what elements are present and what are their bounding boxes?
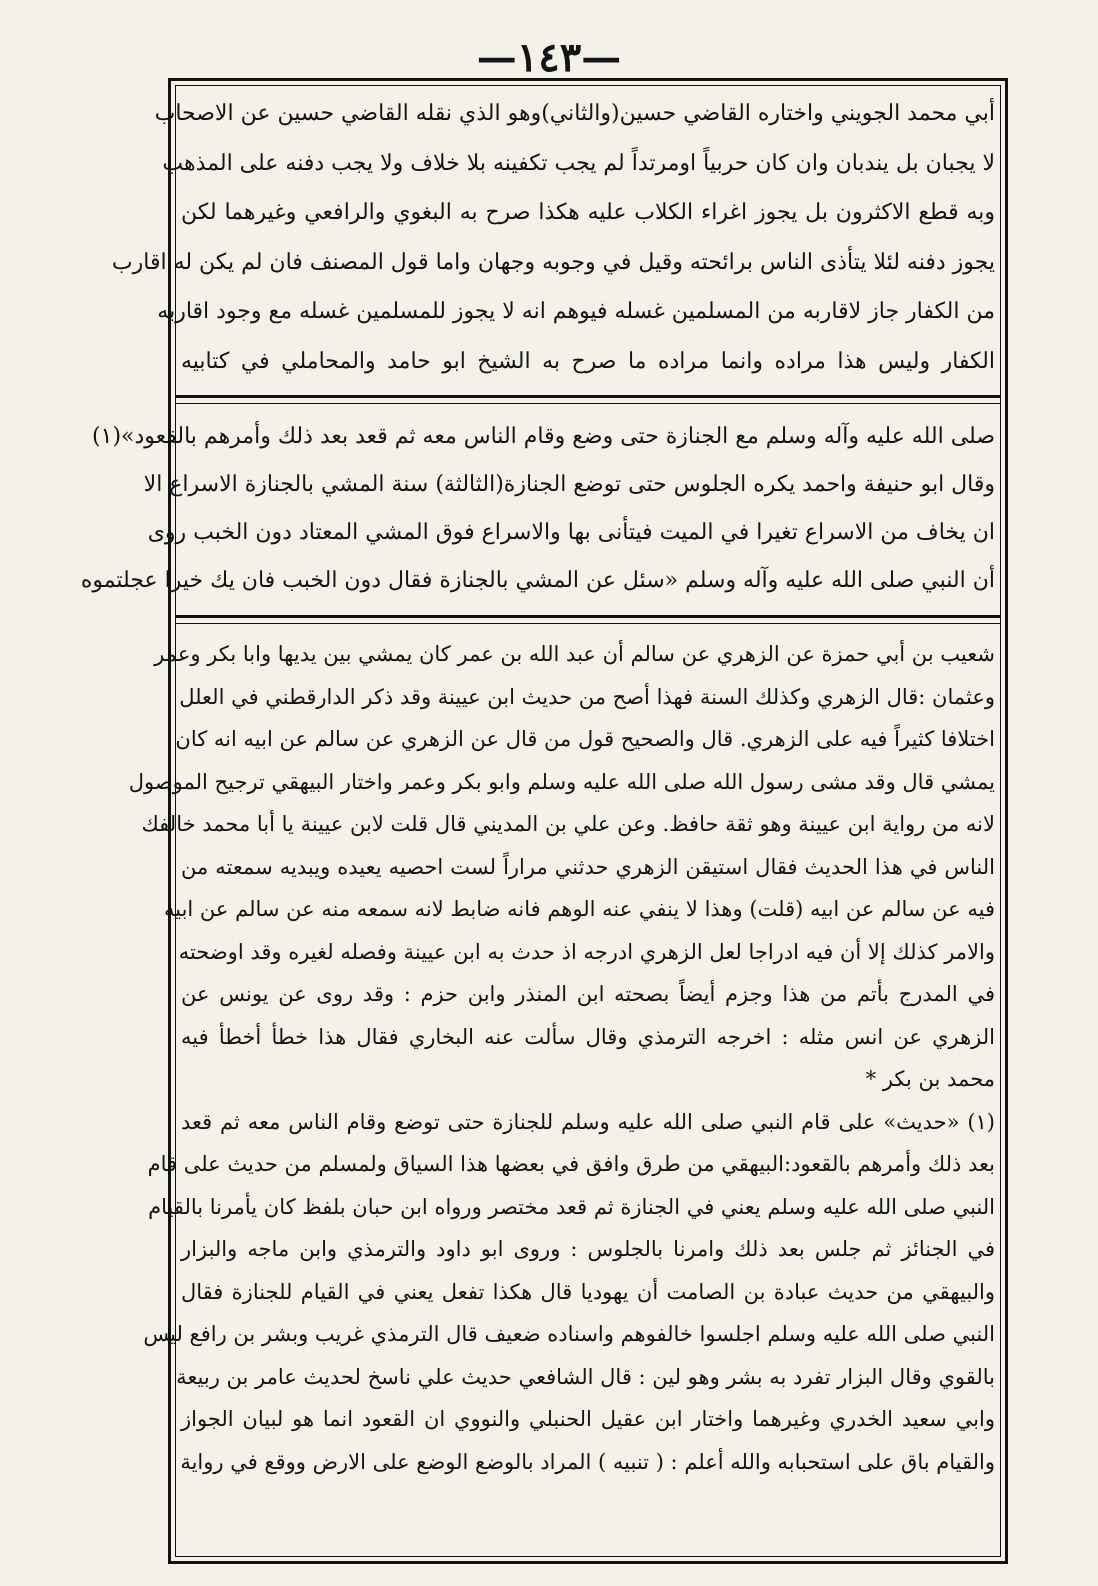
commentary-line: الناس في هذا الحديث فقال استيقن الزهري حدثني مراراً لست احصيه يعيده ويبديه سمعته من	[181, 854, 995, 879]
commentary-line: يمشي قال وقد مشى رسول الله صلى الله عليه وسلم وابو بكر وعمر واختار البيهقي ترجيح الموصول	[128, 769, 995, 794]
commentary-line: لانه من رواية ابن عيينة وهو ثقة حافظ. وعن علي بن المديني قال قلت لابن عيينة يا أبا محمد خالفك	[141, 812, 995, 836]
commentary-line: وعثمان :قال الزهري وكذلك السنة فهذا أصح من حديث ابن عيينة وقد ذكر الدارقطني في العلل	[179, 684, 995, 709]
commentary-line: الزهري عن انس مثله : اخرجه الترمذي وقال سألت عنه البخاري فقال هذا خطأ أخطأ فيه	[181, 1024, 995, 1049]
section-divider	[175, 395, 1001, 404]
footnote-line: والقيام باق على استحبابه والله أعلم : ( تنبيه ) المراد بالوضع الوضع على الارض ووقع في رواية	[180, 1449, 995, 1474]
page-frame	[80, 78, 1008, 1564]
footnote-line: (١) «حديث» على قام النبي صلى الله عليه وسلم للجنازة حتى توضع وقام الناس معه ثم قعد	[181, 1109, 995, 1134]
main-text-line: من الكفار جاز لاقاربه من المسلمين غسله فيوهم انه لا يجوز للمسلمين غسله مع وجود اقاربه	[157, 299, 995, 324]
main-text-line: يجوز دفنه لئلا يتأذى الناس برائحته وقيل في وجوبه وجهان واما قول المصنف فان لم يكن له اقارب	[111, 249, 995, 275]
section-divider	[175, 615, 1001, 624]
footnote-line: بالقوي وقال البزار تفرد به بشر وهو لين : قال الشافعي حديث علي ناسخ لحديث عامر بن ربيعة	[176, 1364, 995, 1389]
commentary-line: اختلافا كثيراً فيه على الزهري. قال والصحيح قول من قال عن الزهري عن سالم عن ابيه انه كان	[175, 727, 995, 751]
main-text-block	[111, 89, 995, 389]
page-number: —١٤٣—	[476, 34, 622, 81]
middle-text-line: وقال ابو حنيفة واحمد يكره الجلوس حتى توضع الجنازة(الثالثة) سنة المشي بالجنازة الاسراع الا	[143, 472, 995, 497]
middle-text-line: ان يخاف من الاسراع تغيرا في الميت فيتأنى بها والاسراع فوق المشي المعتاد دون الخبب روى	[147, 520, 995, 545]
middle-text-line: أن النبي صلى الله عليه وآله وسلم «سئل عن المشي بالجنازة فقال دون الخبب فان يك خيرا عجلتموه	[80, 568, 995, 593]
main-text-line: الكفار وليس هذا مراده وانما مراده ما صرح به الشيخ ابو حامد والمحاملي في كتابيه	[181, 348, 995, 374]
main-text-line: لا يجبان بل يندبان وان كان حربياً اومرتداً لم يجب تكفينه بلا خلاف ولا يجب دفنه على المذهب	[162, 150, 995, 176]
footnote-line: وابي سعيد الخدري وغيرهما واختار ابن عقيل الحنبلي والنووي ان القعود انما هو لبيان الجواز	[181, 1407, 995, 1431]
main-text-line: أبي محمد الجويني واختاره القاضي حسين(والثاني)وهو الذي نقله القاضي حسين عن الاصحاب	[154, 101, 995, 126]
footnote-line: النبي صلى الله عليه وسلم يعني في الجنازة ثم قعد مختصر ورواه ابن حبان بلفظ كان يأمرنا بالقيام	[148, 1194, 995, 1219]
main-text-line: وبه قطع الاكثرون بل يجوز اغراء الكلاب عليه هكذا صرح به البغوي والرافعي وغيرهما لكن	[181, 200, 995, 225]
footnote-line: النبي صلى الله عليه وسلم اجلسوا خالفوهم واسناده ضعيف قال الترمذي غريب وبشر بن رافع ليس	[143, 1322, 995, 1346]
footnote-line: والبيهقي من حديث عبادة بن الصامت أن يهوديا قال هكذا تفعل يعني في القيام للجنازة فقال	[181, 1279, 995, 1304]
commentary-block	[128, 633, 995, 1563]
commentary-line: محمد بن بكر *	[865, 1067, 995, 1091]
middle-text-line: صلى الله عليه وآله وسلم مع الجنازة حتى وضع وقام الناس معه ثم قعد بعد ذلك وأمرهم بالقعود»(١)	[92, 424, 995, 449]
commentary-line: والامر كذلك إلا أن فيه ادراجا لعل الزهري ادرجه اذ حدث به ابن عيينة وفصله لغيره وقد اوضحته	[178, 939, 995, 964]
commentary-line: في المدرج بأتم من هذا وجزم أيضاً بصحته ابن المنذر وابن حزم : وقد روى عن يونس عن	[181, 982, 995, 1006]
commentary-line: فيه عن سالم عن ابيه (قلت) وهذا لا ينفي عنه الوهم فانه ضابط لانه سمعه منه عن سالم عن ابيه	[163, 897, 995, 921]
footnote-line: في الجنائز ثم جلس بعد ذلك وامرنا بالجلوس : وروى ابو داود والترمذي وابن ماجه والبزار	[181, 1237, 995, 1261]
commentary-line: شعيب بن أبي حمزة عن الزهري عن سالم أن عبد الله بن عمر كان يمشي بين يديها وابا بكر وعمر	[154, 642, 995, 666]
middle-text-block	[80, 413, 995, 613]
footnote-line: بعد ذلك وأمرهم بالقعود:البيهقي من طرق وافق في بعضها هذا السياق ولمسلم من حديث على قام	[147, 1152, 995, 1176]
